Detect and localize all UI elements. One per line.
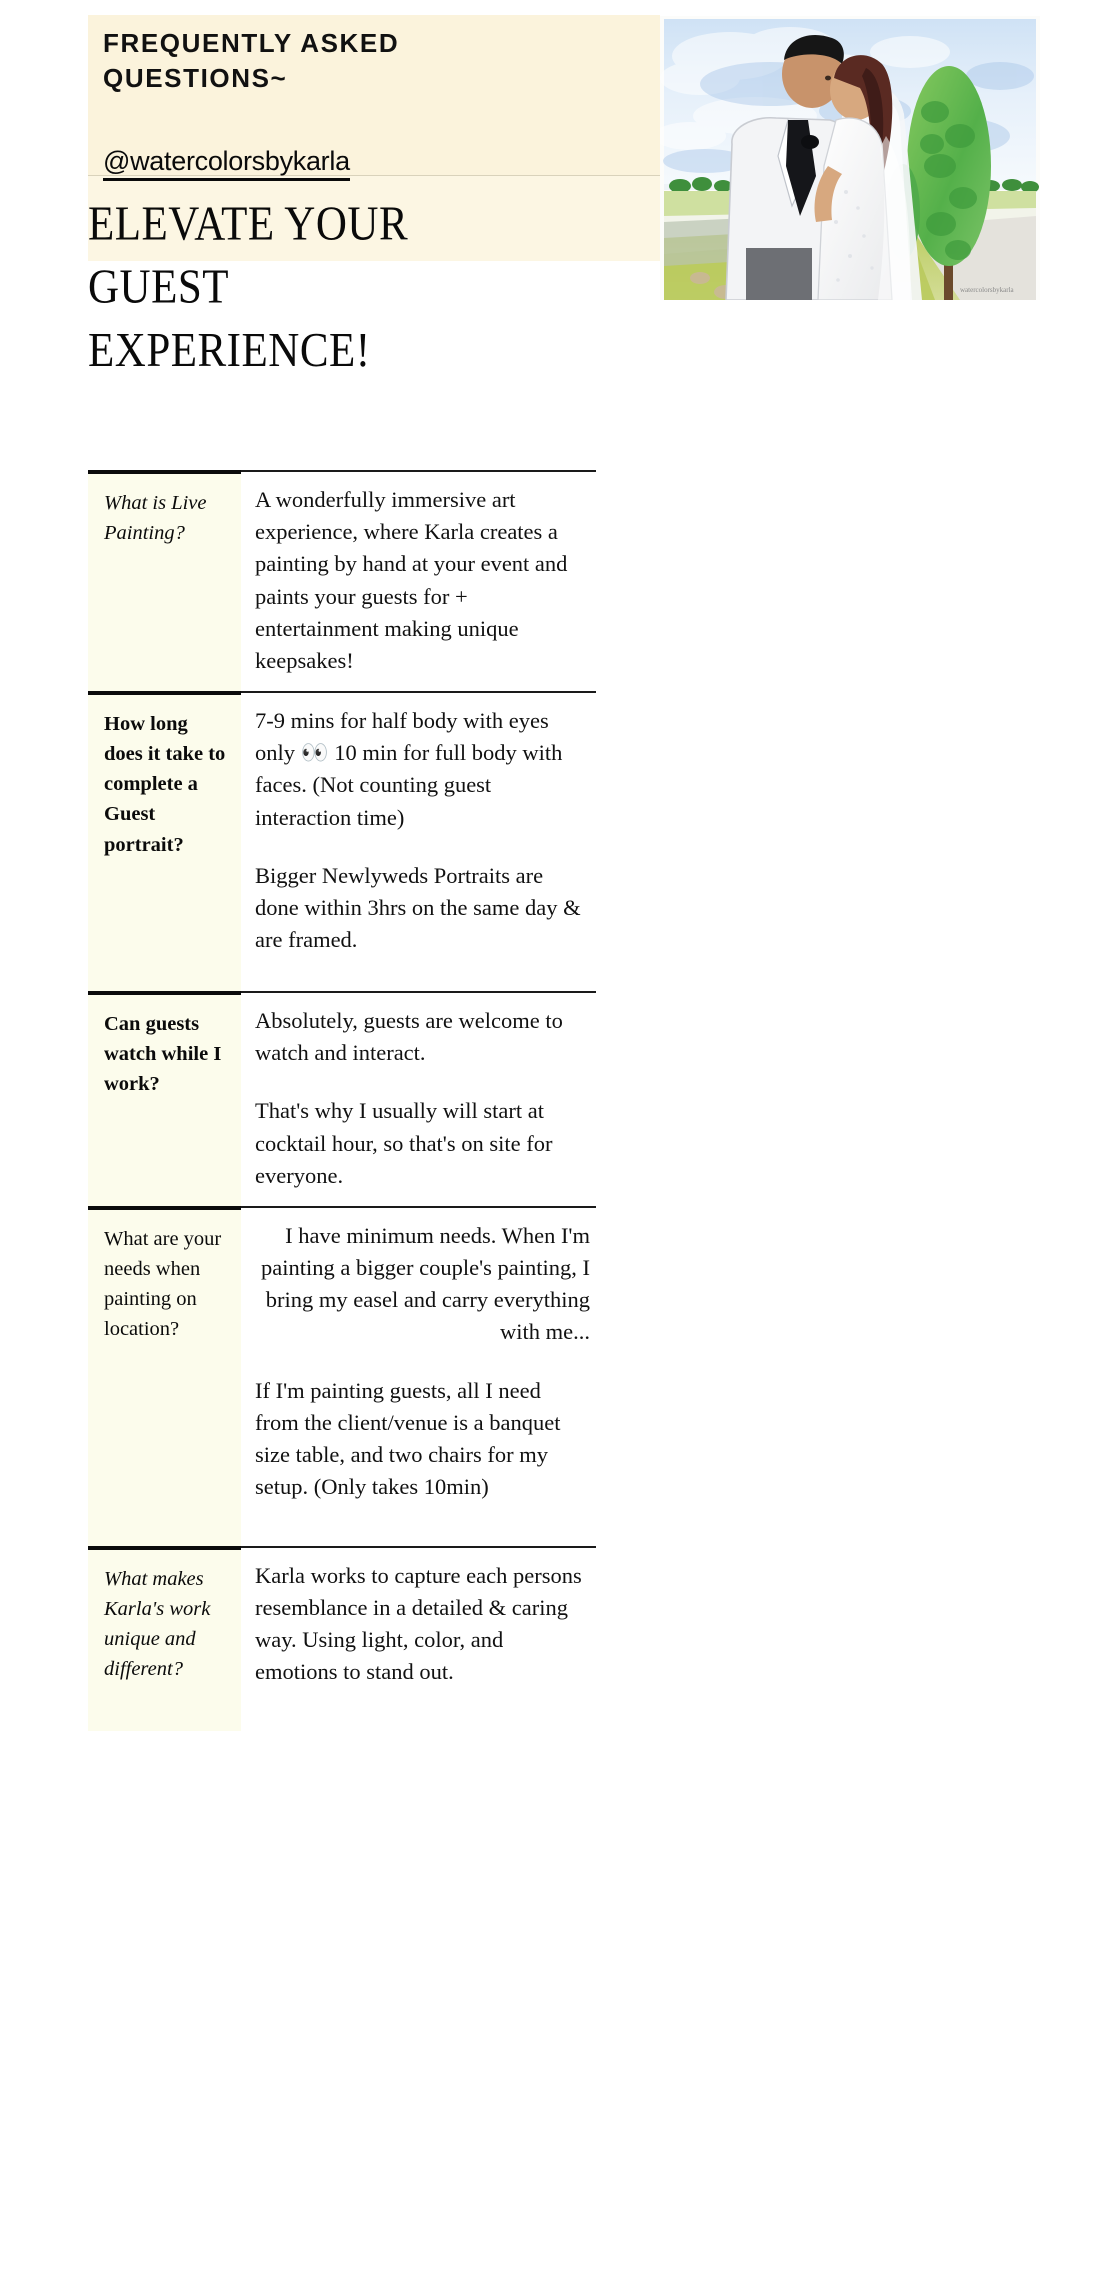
faq-question-cell [88,991,241,1206]
faq-answer-cell [241,1546,596,1731]
faq-answer-cell [241,470,596,691]
faq-question-cell [88,691,241,991]
faq-answer-text: 7-9 mins for half body with eyes only 👀 10 min for full body with faces. (Not counting guest interaction time) [255,708,563,830]
watercolor-painting-image [660,16,1040,300]
faq-answer-text: I have minimum needs. When I'm painting a bigger couple's painting, I bring my easel and carry everything with me... [261,1222,590,1345]
faq-answer-text: If I'm painting guests, all I need from the client/venue is a banquet size table, and two chairs for my setup. (Only takes 10min) [255,1377,561,1500]
faq-answer-text: Bigger Newlyweds Portraits are done within 3hrs on the same day & are framed. [255,862,581,953]
page-header [0,0,1099,377]
faq-answer-text: Karla works to capture each persons resemblance in a detailed & caring way. Using light, color, and emotions to stand out. [255,1562,582,1685]
svg-text:watercolorsbykarla: watercolorsbykarla [960,286,1014,294]
faq-question-text: What is Live Painting? [104,492,207,545]
faq-answer-cell [241,1206,596,1546]
faq-question-text: What makes Karla's work unique and different? [104,1567,211,1681]
page-title: FREQUENTLY ASKED QUESTIONS~ [103,28,400,94]
faq-table [88,470,596,1731]
tagline [88,193,488,382]
instagram-handle[interactable]: @watercolorsbykarla [103,146,350,181]
faq-row [88,691,596,991]
faq-question-text: How long does it take to complete a Guest portrait? [104,713,226,856]
faq-row [88,470,596,691]
faq-row [88,991,596,1206]
tagline-line-2: EXPERIENCE! [88,323,371,377]
faq-answer-text: A wonderfully immersive art experience, where Karla creates a painting by hand at your event and paints your guests for + entertainment making unique keepsakes! [255,487,568,673]
faq-question-cell [88,1546,241,1731]
faq-question-text: What are your needs when painting on location? [104,1227,222,1341]
faq-question-cell [88,1206,241,1546]
faq-row [88,1546,596,1731]
faq-answer-text: That's why I usually will start at cocktail hour, so that's on site for everyone. [255,1098,553,1188]
tagline-line-1: ELEVATE YOUR GUEST [88,197,409,314]
faq-answer-cell [241,991,596,1206]
faq-question-text: Can guests watch while I work? [104,1013,222,1096]
faq-question-cell [88,470,241,691]
faq-answer-text: Absolutely, guests are welcome to watch and interact. [255,1008,563,1066]
faq-answer-cell [241,691,596,991]
faq-row [88,1206,596,1546]
